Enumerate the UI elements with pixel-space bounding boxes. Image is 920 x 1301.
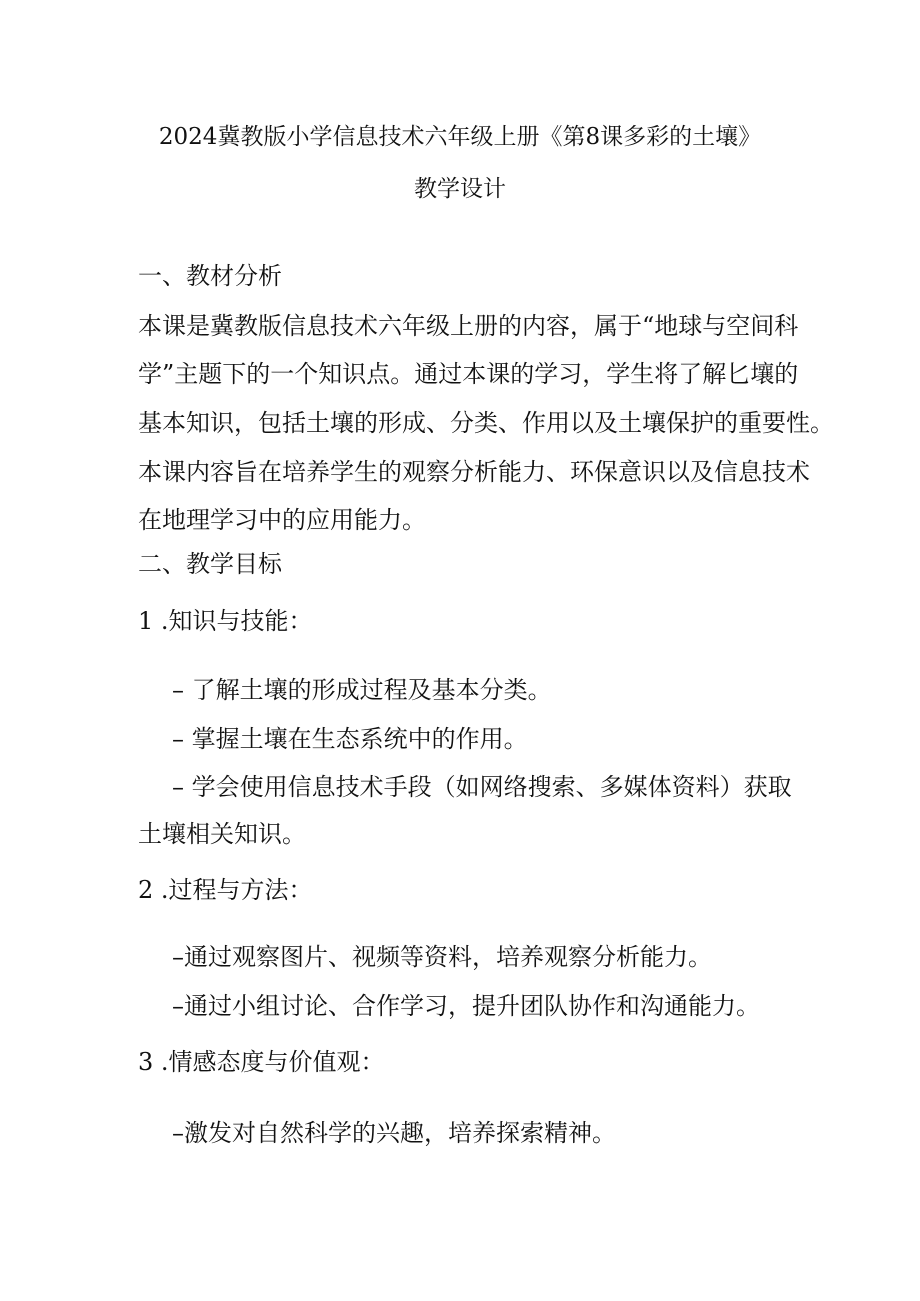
section-heading-goals: 二、教学目标 [138,550,282,578]
goal-item: – 掌握土壤在生态系统中的作用。 [172,725,528,753]
paragraph-line: 基本知识，包括土壤的形成、分类、作用以及土壤保护的重要性。 [138,409,834,437]
document-subtitle: 教学设计 [414,176,506,202]
section-heading-analysis: 一、教材分析 [138,262,282,290]
document-title: 2024冀教版小学信息技术六年级上册《第8课多彩的土壤》 [158,124,762,150]
goal-item: – 了解土壤的形成过程及基本分类。 [172,676,552,704]
goal-item: –通过观察图片、视频等资料，培养观察分析能力。 [172,943,712,971]
goal-item: – 学会使用信息技术手段（如网络搜索、多媒体资料）获取 [172,773,792,801]
paragraph-line: 学”主题下的一个知识点。通过本课的学习，学生将了解匕壤的 [138,360,799,388]
goal-heading-process: 2 .过程与方法： [138,876,313,904]
goal-item: –通过小组讨论、合作学习，提升团队协作和沟通能力。 [172,992,760,1020]
goal-item-continuation: 土壤相关知识。 [138,820,306,848]
paragraph-line: 在地理学习中的应用能力。 [138,506,426,534]
goal-item: –激发对自然科学的兴趣，培养探索精神。 [172,1119,616,1147]
goal-heading-attitude: 3 .情感态度与价值观： [138,1048,385,1076]
paragraph-line: 本课是冀教版信息技术六年级上册的内容，属于“地球与空间科 [138,312,799,340]
paragraph-line: 本课内容旨在培养学生的观察分析能力、环保意识以及信息技术 [138,458,810,486]
goal-heading-knowledge: 1 .知识与技能： [138,607,313,635]
